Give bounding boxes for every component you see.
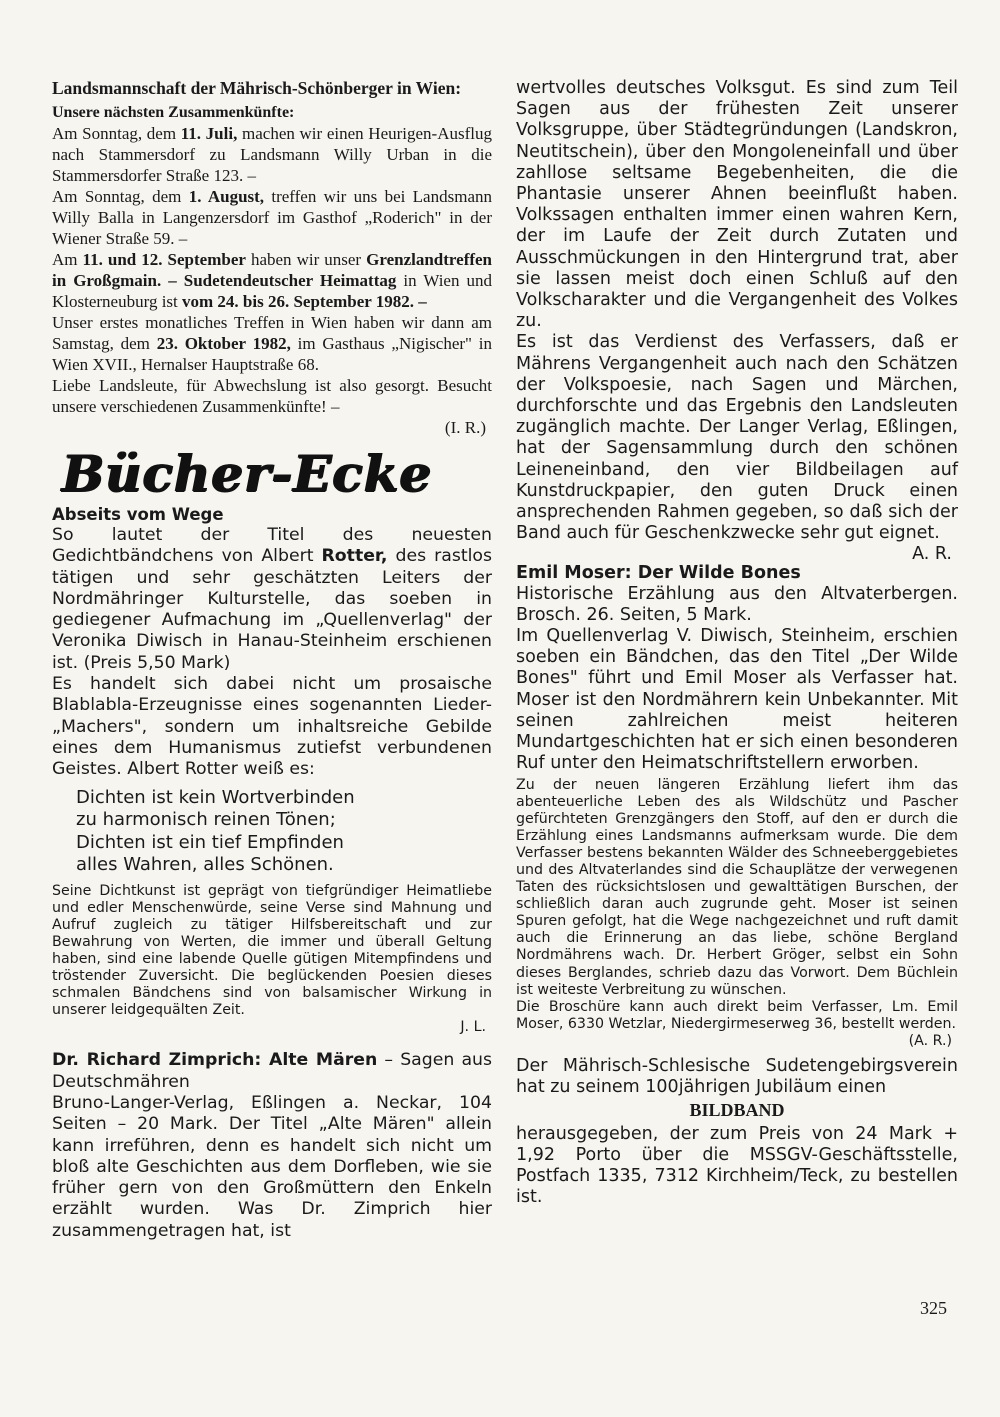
buecher-ecke-banner: Bücher-Ecke — [62, 444, 433, 503]
poem-line: Dichten ist kein Wortverbinden — [76, 786, 355, 808]
notice-paragraph-2: herausgegeben, der zum Preis von 24 Mark + 1,92 Porto über die MSSGV-Geschäftsstelle, Postfach 1335, 7312 Kirchheim/Teck, zu bestellen ist. — [516, 1123, 958, 1208]
meeting-closing: Liebe Landsleute, für Abwechslung ist also gesorgt. Besucht unsere verschiedenen Zusammenkünfte! – — [52, 376, 492, 416]
book1-paragraph-3: Seine Dichtkunst ist geprägt von tiefgründiger Heimatliebe und edler Menschenwürde, seine Verse sind Mahnung und Aufruf zugleich zu tätiger Hilfsbereitschaft und zur Bewahrung von Werten, die immer und überall Geltung haben, sind eine labende Quelle gütigen Mitempfindens und tröstender Zuversicht. Die beglückenden Poesien dieses schmalen Bändchens sind von balsamischer Wirkung in unserer leidgequälten Zeit. — [52, 882, 492, 1019]
book2-signature: A. R. — [912, 544, 952, 565]
book1-paragraph-2: Es handelt sich dabei nicht um prosaische Blablabla-Erzeugnisse eines sogenannten Lieder-„Machers", sondern um inhaltsreiche Gebilde eines dem Humanismus zutiefst verbundenen Geistes. Albert Rotter weiß es: — [52, 674, 492, 780]
book3-paragraph-4: Die Broschüre kann auch direkt beim Verfasser, Lm. Emil Moser, 6330 Wetzlar, Niedergirmeserweg 36, bestellt werden. — [516, 998, 958, 1032]
book1-review — [52, 525, 492, 781]
poem-line: alles Wahren, alles Schönen. — [76, 854, 334, 876]
book3-heading: Emil Moser: Der Wilde Bones — [516, 562, 801, 583]
bildband-title: BILDBAND — [689, 1100, 785, 1121]
meeting-july: Am Sonntag, dem 11. Juli, machen wir einen Heurigen-Ausflug nach Stammersdorf zu Landsmann Willy Urban in die Stammersdorfer Straße 123. – — [52, 124, 492, 185]
meeting-signature: (I. R.) — [444, 418, 486, 437]
book3-signature: (A. R.) — [908, 1032, 952, 1049]
meeting-october: Unser erstes monatliches Treffen in Wien haben wir dann am Samstag, dem 23. Oktober 1982, im Gasthaus „Nigischer" in Wien XVII., Hernalser Hauptstraße 68. — [52, 313, 492, 374]
poem — [76, 787, 492, 877]
meeting-september: Am 11. und 12. September haben wir unser Grenzlandtreffen in Großgmain. – Sudetendeutscher Heimattag in Wien und Klosterneuburg ist vom 24. bis 26. September 1982. – — [52, 250, 493, 311]
book1-intro: So lautet der Titel des neuesten Gedichtbändchens von Albert Rotter, des rastlos tätigen und sehr geschätzten Leiters der Nordmähringer Kulturstelle, das soeben in gediegener Aufmachung im „Quellenverlag" der Veronika Diwisch in Hanau-Steinheim erschienen ist. (Preis 5,50 Mark) — [52, 525, 492, 673]
book1-heading: Abseits vom Wege — [52, 505, 224, 524]
book2-continued-2: Es ist das Verdienst des Verfassers, daß er Mährens Vergangenheit auch nach den Schätzen der Volkspoesie, nach Sagen und Märchen, durchforschte und das Ergebnis den Landsleuten zugänglich machte. Der Langer Verlag, Eßlingen, hat der Sagensammlung durch den schönen Leineneinband, den vier Bildbeilagen auf Kunstdruckpapier, den guten Druck einen ansprechenden Rahmen gegeben, so daß sich der Band auch für Geschenkzwecke sehr gut eignet. — [516, 332, 958, 544]
book2-heading: Dr. Richard Zimprich: Alte Mären – Sagen aus Deutschmähren — [52, 1050, 492, 1092]
org-heading: Landsmannschaft der Mährisch-Schönberger in Wien: — [52, 78, 462, 98]
book2-continued-1: wertvolles deutsches Volksgut. Es sind zum Teil Sagen aus der frühesten Zeit unserer Volksgruppe, über Städtegründungen (Landskron, Neutitschein), über den Mongoleneinfall und über zahllose seltsame Begebenheiten, die die Phantasie unserer Ahnen beeinflußt haben. Volkssagen enthalten immer einen wahren Kern, der im Laufe der Zeit durch Zutaten und Ausschmückungen in den Hintergrund trat, aber sie lassen meist doch einen Schluß auf den Volkscharakter und die Vergangenheit des Volkes zu. — [516, 78, 958, 332]
book3-paragraph-3: Zu der neuen längeren Erzählung liefert ihm das abenteuerliche Leben des als Wildschütz und Pascher gefürchteten Grenzgängers den Stoff, auf den er durch die Erzählung eines Landsmanns aufmerksam wurde. Die dem Verfasser bestens bekannten Wälder des Schneeberggebietes und des Altvaterlandes sind die Schauplätze der verwegenen Taten des rücksichtslosen und gewalttätigen Burschen, der schließlich daran auch zugrunde geht. Moser ist seinen Spuren gefolgt, hat die Wege nachgezeichnet und ruft damit auch die Erinnerung an das liebe, schöne Bergland Nordmährens wach. Dr. Herbert Gröger, selbst ein Sohn dieses Berglandes, schrieb dazu das Vorwort. Dem Büchlein ist weiteste Verbreitung zu wünschen. — [516, 776, 958, 998]
book3-paragraph-2: Im Quellenverlag V. Diwisch, Steinheim, erschien soeben ein Bändchen, das den Titel „Der Wilde Bones" führt und Emil Moser als Verfasser hat. Moser ist den Nordmährern kein Unbekannter. Mit seinen zahlreichen meist heiteren Mundartgeschichten hat er sich einen besonderen Ruf unter den Heimatschriftstellern erworben. — [516, 626, 958, 774]
notice-paragraph-1: Der Mährisch-Schlesische Sudetengebirgsverein hat zu seinem 100jährigen Jubiläum einen — [516, 1056, 958, 1098]
page-number: 325 — [920, 1298, 947, 1318]
poem-line: zu harmonisch reinen Tönen; — [76, 809, 336, 831]
meetings-heading: Unsere nächsten Zusammenkünfte: — [52, 104, 295, 121]
book1-signature: J. L. — [460, 1019, 486, 1036]
poem-line: Dichten ist ein tief Empfinden — [76, 831, 344, 853]
meeting-august: Am Sonntag, dem 1. August, treffen wir uns bei Landsmann Willy Balla in Langenzersdorf im Gasthof „Roderich" in der Wiener Straße 59. – — [52, 187, 492, 248]
left-column — [52, 78, 492, 1242]
right-column — [516, 78, 958, 1208]
book2-paragraph-1: Bruno-Langer-Verlag, Eßlingen a. Neckar, 104 Seiten – 20 Mark. Der Titel „Alte Mären" allein kann irreführen, denn es handelt sich nicht um bloß alte Geschichten aus dem Dorfleben, wie sie früher gern von den Großmüttern den Enkeln erzählt wurden. Was Dr. Zimprich hier zusammengetragen hat, ist — [52, 1093, 492, 1241]
book3-paragraph-1: Historische Erzählung aus den Altvaterbergen. Brosch. 26. Seiten, 5 Mark. — [516, 583, 958, 625]
